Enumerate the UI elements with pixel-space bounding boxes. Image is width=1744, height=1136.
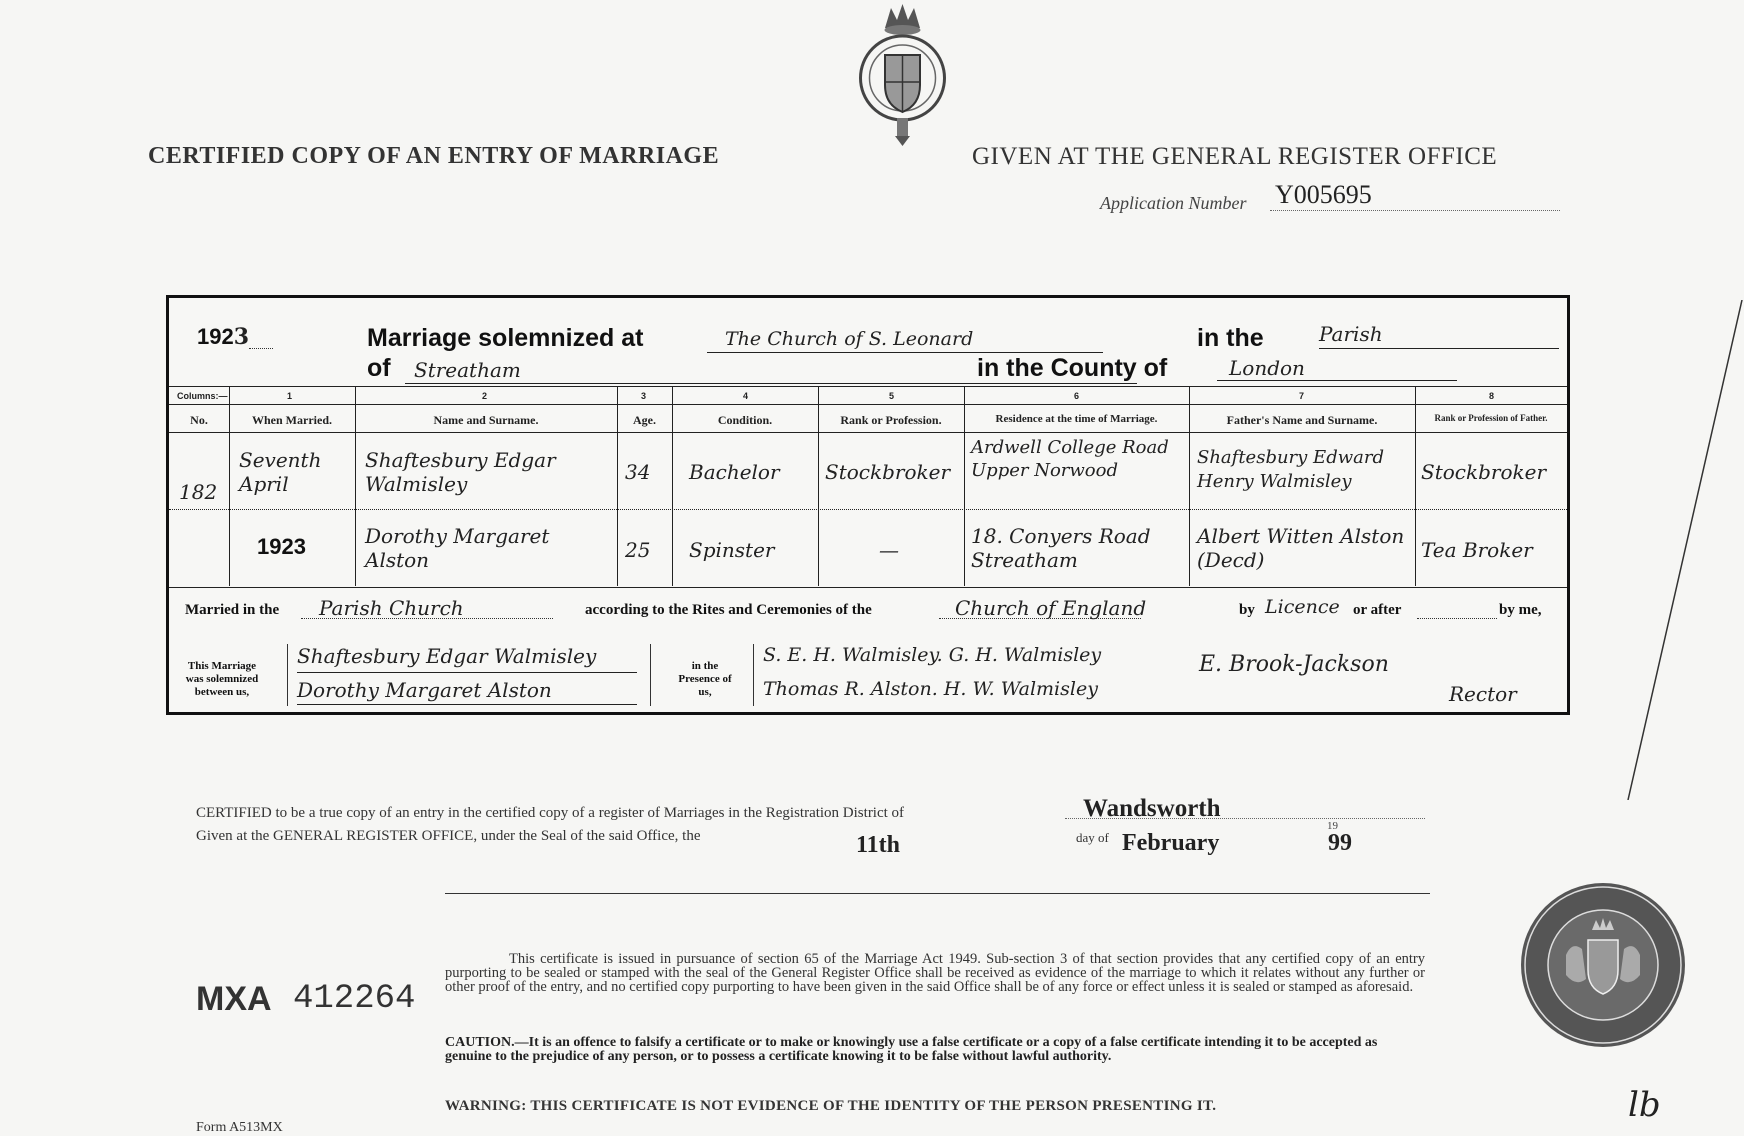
- column-number: 6: [1074, 391, 1080, 401]
- of-rule: [405, 383, 1137, 384]
- rites-rule: [939, 618, 1141, 619]
- margin-strike-line: [1620, 300, 1744, 800]
- legal-notice: This certificate is issued in pursuance of section 65 of the Marriage Act 1949. Sub-section 3 of that section provides that any certified copy of an entry purporting to be sealed or stamped with the seal of the General Register Office shall be received as evidence of the marriage to which it relates without any further or other proof of the entry, and no certified copy purporting to have been given in the said Office shall be of any force or effect unless it is sealed or stamped as aforesaid.: [445, 951, 1425, 995]
- solemnized-at-value: The Church of S. Leonard: [725, 328, 974, 350]
- identity-warning: WARNING: THIS CERTIFICATE IS NOT EVIDENCE OF THE IDENTITY OF THE PERSON PRESENTING IT.: [445, 1098, 1217, 1114]
- between-groom-rule: [297, 672, 637, 673]
- of-label: of: [367, 354, 391, 382]
- certificate-title: CERTIFIED COPY OF AN ENTRY OF MARRIAGE: [148, 143, 720, 169]
- header-condition: Condition.: [717, 413, 773, 427]
- bride-name: Dorothy Margaret Alston: [365, 524, 550, 572]
- groom-father-rank: Stockbroker: [1421, 460, 1547, 484]
- married-in-rule: [301, 618, 553, 619]
- groom-father: Shaftesbury Edward Henry Walmisley: [1197, 447, 1384, 492]
- header-rule: [169, 432, 1567, 433]
- caution-body: It is an offence to falsify a certificate or to make or knowingly use a false certificate or a copy of a false certificate intending it to be accepted as genuine to the prejudice of any person, or to possess a certificate knowing it to be false without lawful authority.: [445, 1035, 1378, 1064]
- column-number: 1: [287, 391, 293, 401]
- bride-rank: —: [879, 538, 899, 562]
- presence-witnesses-2: Thomas R. Alston. H. W. Walmisley: [763, 678, 1098, 700]
- in-the-value: Parish: [1319, 322, 1383, 346]
- between-bride-rule: [297, 704, 637, 705]
- column-number: 3: [641, 391, 647, 401]
- column-number: 8: [1489, 391, 1495, 401]
- columns-label: Columns:—: [177, 391, 228, 401]
- certification-line-2: Given at the GENERAL REGISTER OFFICE, under the Seal of the said Office, the: [196, 828, 701, 844]
- bride-residence: 18. Conyers Road Streatham: [971, 524, 1151, 572]
- officiant-title: Rector: [1449, 682, 1517, 706]
- district-rule: [1065, 818, 1425, 819]
- column-number: 4: [743, 391, 749, 401]
- header-father: Father's Name and Surname.: [1226, 413, 1378, 427]
- when-married-value: Seventh April: [239, 448, 322, 496]
- in-the-rule: [1319, 348, 1559, 349]
- registration-district: Wandsworth: [1083, 795, 1221, 822]
- signature-rule: [445, 893, 1430, 894]
- column-number: 2: [482, 391, 488, 401]
- bride-father-rank: Tea Broker: [1421, 538, 1533, 562]
- issue-year: 99: [1328, 830, 1352, 856]
- caution-label: CAUTION.—: [445, 1035, 529, 1050]
- of-value: Streatham: [414, 358, 521, 382]
- header-father-rank: Rank or Profession of Father.: [1434, 413, 1548, 423]
- bride-age: 25: [625, 538, 651, 562]
- application-number-rule: [1270, 210, 1560, 211]
- caution-text: [445, 1036, 1425, 1064]
- groom-residence: Ardwell College Road Upper Norwood: [971, 437, 1169, 481]
- married-in-label: Married in the: [185, 602, 280, 618]
- county-rule: [1217, 380, 1457, 381]
- entry-year-2: 1923: [257, 534, 306, 559]
- margin-initials: lb: [1628, 1085, 1661, 1125]
- groom-condition: Bachelor: [689, 460, 780, 484]
- county-value: London: [1229, 356, 1305, 380]
- rites-value: Church of England: [955, 596, 1147, 620]
- between-bride: Dorothy Margaret Alston: [297, 678, 552, 702]
- issue-year-prefix: 19: [1327, 820, 1338, 832]
- column-number: 7: [1299, 391, 1305, 401]
- issue-month: February: [1122, 830, 1220, 856]
- presence-witnesses-1: S. E. H. Walmisley. G. H. Walmisley: [763, 644, 1102, 666]
- between-groom: Shaftesbury Edgar Walmisley: [297, 644, 597, 668]
- or-after-rule: [1417, 618, 1497, 619]
- bride-condition: Spinster: [689, 538, 775, 562]
- solemnized-at-label: Marriage solemnized at: [367, 324, 644, 352]
- issuing-office-title: GIVEN AT THE GENERAL REGISTER OFFICE: [972, 143, 1498, 170]
- header-name: Name and Surname.: [433, 413, 539, 427]
- in-the-label: in the: [1197, 324, 1264, 352]
- register-entry: [166, 295, 1570, 715]
- married-in-value: Parish Church: [319, 596, 464, 620]
- header-rank: Rank or Profession.: [840, 413, 942, 427]
- certificate-series: MXA: [196, 980, 272, 1018]
- year-rule: [249, 348, 273, 349]
- groom-age: 34: [625, 460, 651, 484]
- certification-line-1: CERTIFIED to be a true copy of an entry in the certified copy of a register of Marriages in the Registration District of: [196, 805, 905, 821]
- groom-rank: Stockbroker: [825, 460, 951, 484]
- day-of-label: day of: [1076, 830, 1109, 845]
- officiant-signature: E. Brook-Jackson: [1199, 652, 1389, 677]
- bride-father: Albert Witten Alston (Decd): [1197, 524, 1405, 572]
- solemnized-at-rule: [707, 352, 1103, 353]
- presence-label: in the Presence of us,: [678, 660, 732, 698]
- by-me-label: by me,: [1499, 602, 1542, 618]
- header-when-married: When Married.: [252, 413, 332, 427]
- header-no: No.: [190, 413, 208, 427]
- table-top-rule: [169, 386, 1567, 387]
- entry-number: 182: [179, 480, 218, 504]
- by-value: Licence: [1265, 596, 1340, 618]
- header-residence: Residence at the time of Marriage.: [995, 413, 1158, 425]
- header-age: Age.: [633, 413, 656, 427]
- between-label: This Marriage was solemnized between us,: [185, 660, 259, 698]
- column-number-rule: [169, 404, 1567, 405]
- application-number-label: Application Number: [1100, 193, 1247, 213]
- application-number: Y005695: [1275, 180, 1372, 209]
- by-label: by: [1239, 602, 1255, 618]
- groom-name: Shaftesbury Edgar Walmisley: [365, 448, 556, 496]
- general-register-office-seal-icon: [1518, 880, 1688, 1050]
- county-label: in the County of: [977, 354, 1168, 382]
- column-number: 5: [889, 391, 895, 401]
- presence-bracket: [753, 644, 755, 706]
- row-divider: [169, 509, 1567, 510]
- form-number: Form A513MX: [196, 1120, 283, 1135]
- royal-crest-icon: [855, 0, 950, 150]
- table-bottom-rule: [169, 587, 1567, 588]
- issue-day: 11th: [856, 832, 901, 858]
- certificate-serial: 412264: [293, 980, 416, 1018]
- rites-label: according to the Rites and Ceremonies of the: [585, 602, 872, 618]
- or-after-label: or after: [1353, 602, 1402, 618]
- entry-year: 1923: [197, 324, 250, 350]
